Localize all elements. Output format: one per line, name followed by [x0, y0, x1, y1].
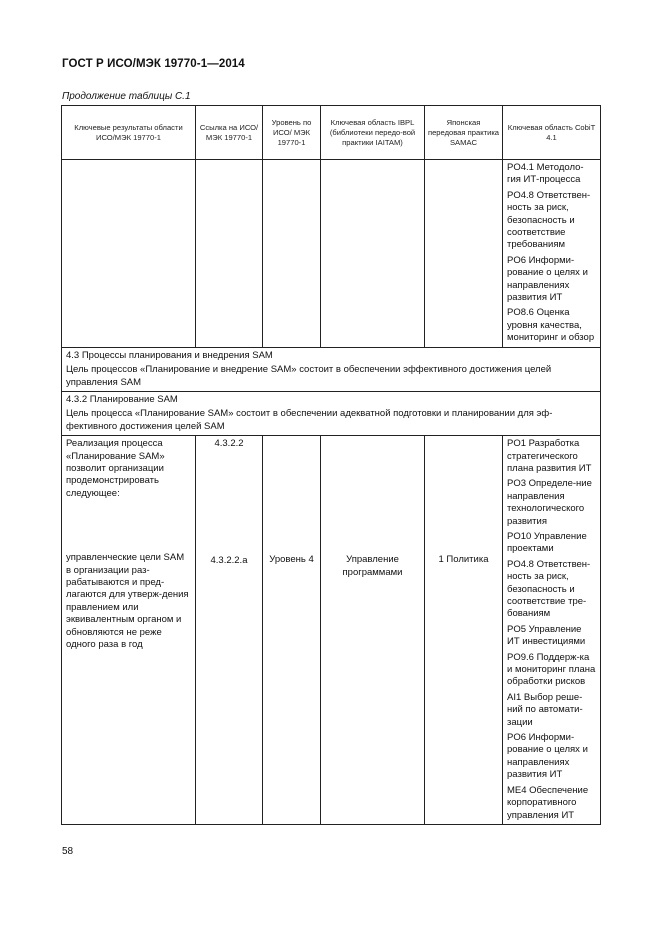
section-title: 4.3 Процессы планирования и внедрения SAM [66, 349, 273, 361]
reference-cell [196, 436, 263, 825]
section-row [62, 347, 601, 391]
samac-value: 1 Политика [438, 554, 489, 566]
section-4-3-2-cell [62, 391, 601, 435]
cobit-cell [503, 436, 601, 825]
cobit-item: PO8.6 Оценка уровня качества, мониторинг и обзор [507, 307, 595, 344]
key-result-item: управленческие цели SAM в организации раз-рабатываются и пред-лагаются для утверж-дения правлением или эквивалентным органом и обновляются не реже одного раза в год [66, 552, 189, 650]
header-reference: Ссылка на ИСО/ МЭК 19770-1 [196, 106, 263, 160]
level-cell [263, 436, 321, 825]
level-value: Уровень 4 [269, 554, 314, 566]
cobit-item: PO10 Управление проектами [507, 530, 587, 555]
cobit-item: PO4.8 Ответствен-ность за риск, безопасность и соответствие требованиям [507, 189, 591, 251]
reference-item: 4.3.2.2.a [210, 554, 248, 566]
empty-cell [196, 160, 263, 348]
mapping-table [61, 105, 601, 825]
table-row [62, 436, 601, 825]
empty-cell [321, 160, 425, 348]
header-key-results: Ключевые результаты области ИСО/МЭК 19770-1 [62, 106, 196, 160]
section-4-3-cell [62, 347, 601, 391]
cobit-item: PO3 Определе-ние направления технологического развития [507, 478, 592, 527]
header-cobit: Ключевая область CobiT 4.1 [503, 106, 601, 160]
ibpl-cell [321, 436, 425, 825]
cobit-item: PO4.8 Ответствен-ность за риск, безопасность и соответствие тре-бованиям [507, 558, 591, 620]
cobit-cell [503, 160, 601, 348]
empty-cell [425, 160, 503, 348]
cobit-item: PO5 Управление ИТ инвестициями [507, 623, 586, 648]
section-text: Цель процесса «Планирование SAM» состоит в обеспечении адекватной подготовки и планировании для эф-фективного достижения целей SAM [66, 408, 553, 432]
empty-cell [62, 160, 196, 348]
table-header-row [62, 106, 601, 160]
cobit-item: ME4 Обеспечение корпоративного управления ИТ [507, 784, 589, 821]
header-level: Уровень по ИСО/ МЭК 19770-1 [263, 106, 321, 160]
table-caption: Продолжение таблицы С.1 [62, 91, 191, 102]
cobit-item: PO4.1 Методоло-гия ИТ-процесса [507, 162, 584, 186]
ibpl-value: Управление программами [342, 554, 403, 578]
key-result-intro: Реализация процесса «Планирование SAM» позволит организации продемонстрировать следующее: [66, 438, 165, 499]
table-row [62, 160, 601, 348]
cobit-item: PO9.6 Поддерж-ка и мониторинг плана обработки рисков [507, 651, 596, 688]
section-text: Цель процессов «Планирование и внедрение SAM» состоит в обеспечении эффективного достижения целей управления SAM [66, 364, 552, 388]
cobit-item: PO6 Информи-рование о целях и направлениях развития ИТ [507, 732, 588, 781]
section-row [62, 391, 601, 435]
header-samac: Японская передовая практика SAMAC [425, 106, 503, 160]
page-number: 58 [62, 846, 74, 857]
section-title: 4.3.2 Планирование SAM [66, 393, 178, 405]
empty-cell [263, 160, 321, 348]
cobit-item: AI1 Выбор реше-ний по автомати-зации [507, 691, 583, 728]
key-result-cell [62, 436, 196, 825]
reference-parent: 4.3.2.2 [214, 438, 244, 450]
header-ibpl: Ключевая область IBPL (библиотеки передо-вой практики IAITAM) [321, 106, 425, 160]
samac-cell [425, 436, 503, 825]
document-title: ГОСТ Р ИСО/МЭК 19770-1—2014 [62, 58, 245, 70]
cobit-item: PO1 Разработка стратегического плана развития ИТ [507, 438, 592, 474]
cobit-item: PO6 Информи-рование о целях и направлениях развития ИТ [507, 254, 588, 304]
